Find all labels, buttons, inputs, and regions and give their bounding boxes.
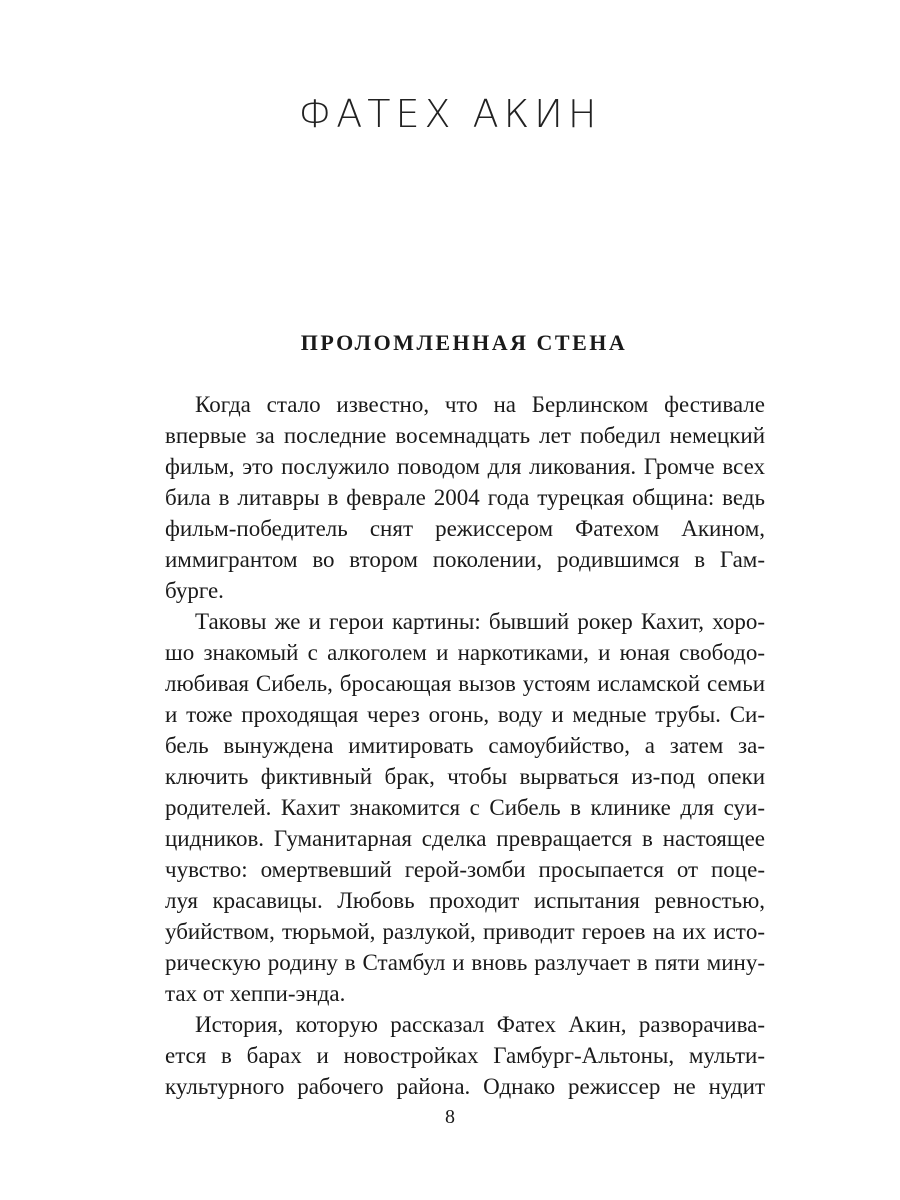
text-line: била в литавры в феврале 2004 года турецкая община: ведь: [165, 485, 765, 510]
text-line: бель вынуждена имитировать самоубийство, а затем за-: [165, 733, 765, 758]
text-line: тах от хеппи-энда.: [165, 981, 346, 1006]
chapter-heading: ПРОЛОМЛЕННАЯ СТЕНА: [300, 330, 628, 355]
text-line: впервые за последние восемнадцать лет победил немецкий: [165, 423, 765, 448]
text-line: луя красавицы. Любовь проходит испытания ревностью,: [165, 888, 765, 913]
text-line: История, которую рассказал Фатех Акин, разворачива-: [195, 1012, 765, 1037]
text-line: фильм-победитель снят режиссером Фатехом Акином,: [165, 516, 765, 541]
text-line: чувство: омертвевший герой-зомби просыпается от поце-: [165, 857, 765, 882]
text-line: цидников. Гуманитарная сделка превращается в настоящее: [165, 826, 765, 851]
text-line: ключить фиктивный брак, чтобы вырваться из-под опеки: [165, 764, 765, 789]
text-line: шо знакомый с алкоголем и наркотиками, и юная свободо-: [165, 640, 765, 665]
body-text: [165, 389, 765, 1102]
text-line: Когда стало известно, что на Берлинском фестивале: [195, 392, 765, 417]
text-line: иммигрантом во втором поколении, родившимся в Гам-: [165, 547, 765, 572]
text-line: убийством, тюрьмой, разлукой, приводит героев на их истo-: [165, 919, 765, 944]
text-line: культурного рабочего района. Однако режиссер не нудит: [165, 1074, 765, 1099]
page-number: 8: [445, 1106, 455, 1128]
text-line: фильм, это послужило поводом для ликования. Громче всех: [165, 454, 765, 479]
author-title: ФАТЕХ АКИН: [298, 92, 602, 136]
text-line: любивая Сибель, бросающая вызов устоям исламской семьи: [165, 671, 765, 696]
text-line: рическую родину в Стамбул и вновь разлучает в пяти мину-: [165, 950, 765, 975]
text-line: Таковы же и герои картины: бывший рокер Кахит, хоро-: [195, 609, 765, 634]
text-line: бурге.: [165, 578, 224, 603]
text-line: и тоже проходящая через огонь, воду и медные трубы. Си-: [165, 702, 765, 727]
text-line: ется в барах и новостройках Гамбург-Альтоны, мульти-: [165, 1043, 765, 1068]
text-line: родителей. Кахит знакомится с Сибель в клинике для суи-: [165, 795, 765, 820]
